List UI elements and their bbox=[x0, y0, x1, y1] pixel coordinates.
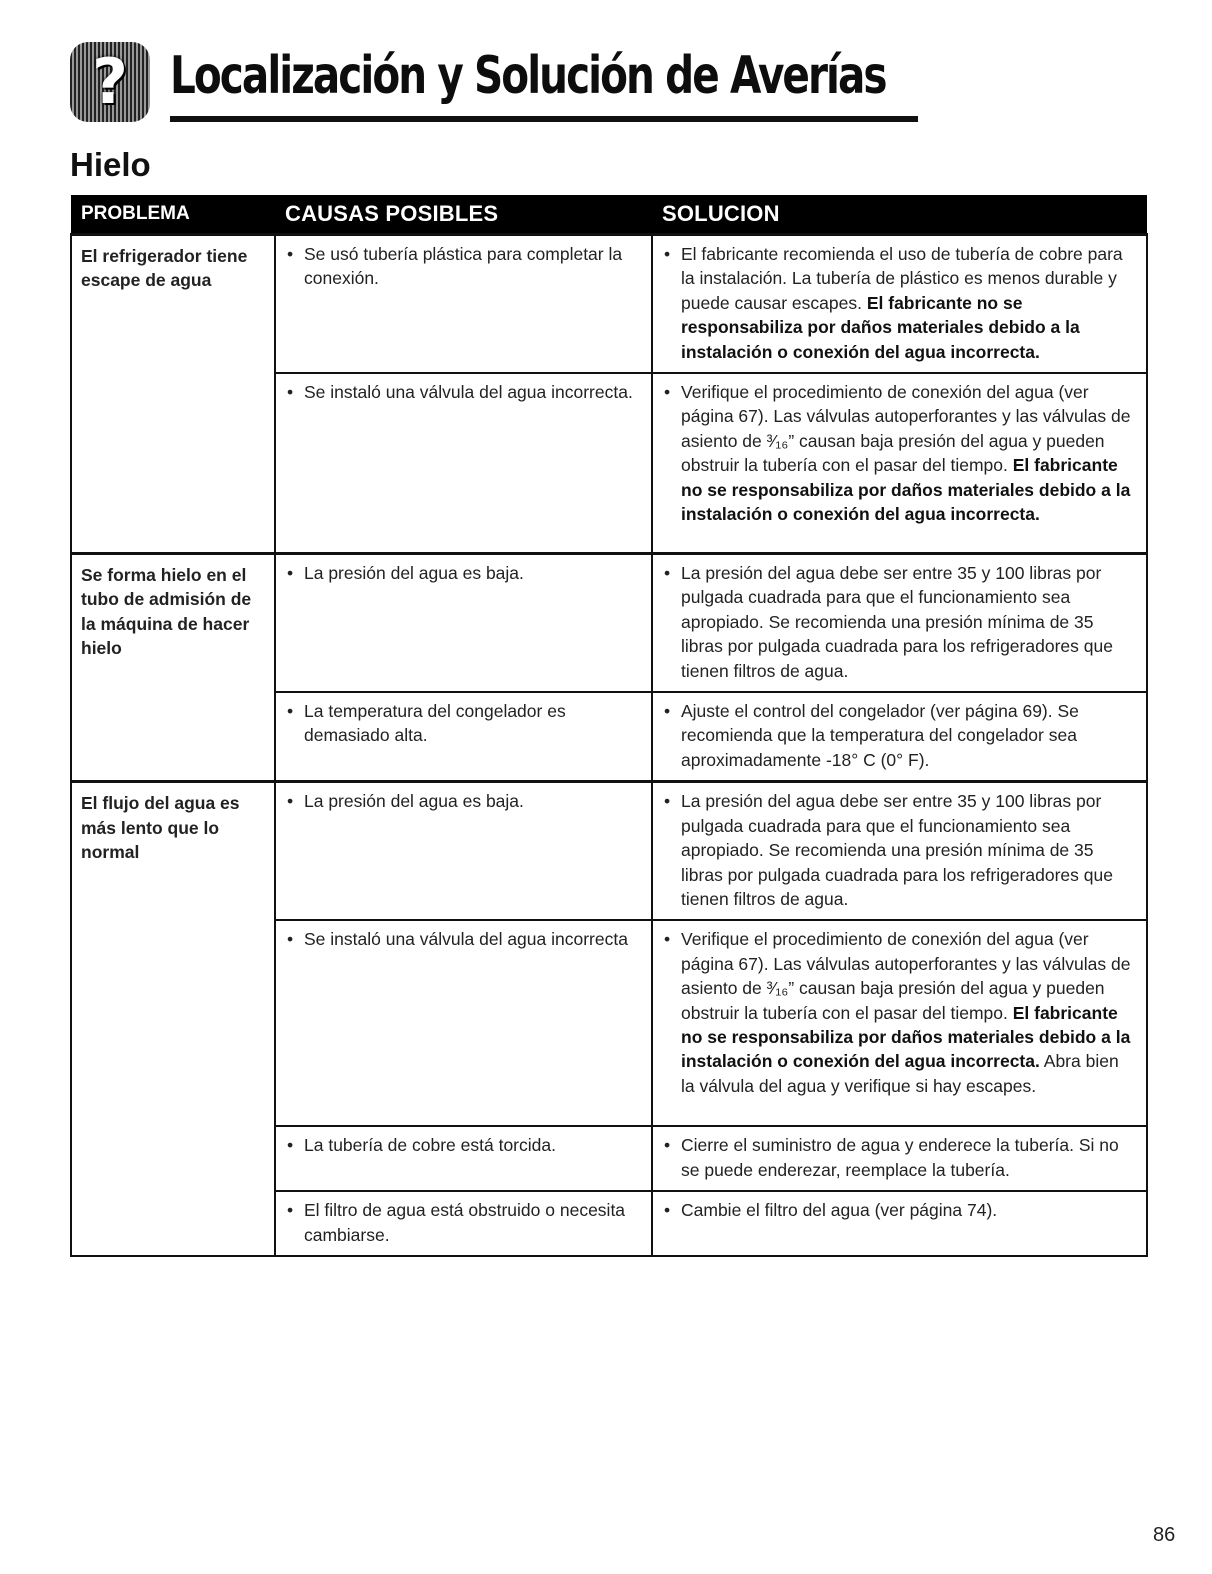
cause-cell bbox=[275, 554, 652, 693]
solution-text: Cambie el filtro del agua (ver página 74). bbox=[681, 1200, 998, 1221]
bullet: • bbox=[287, 1135, 294, 1156]
solution-cell bbox=[652, 692, 1147, 782]
cause-text: Se instaló una válvula del agua incorrecta bbox=[304, 929, 628, 950]
bullet: • bbox=[287, 701, 294, 722]
bullet: • bbox=[664, 1200, 671, 1221]
bullet: • bbox=[287, 563, 294, 584]
header-problema: PROBLEMA bbox=[71, 195, 275, 235]
table-header-row bbox=[71, 195, 1147, 235]
cause-text: La tubería de cobre está torcida. bbox=[304, 1135, 556, 1156]
table-row bbox=[71, 235, 1147, 374]
solution-cell bbox=[652, 1126, 1147, 1191]
bullet: • bbox=[664, 382, 671, 403]
table-row bbox=[71, 554, 1147, 693]
cause-cell bbox=[275, 235, 652, 374]
bullet: • bbox=[664, 701, 671, 722]
solution-bold-text: El fabricante no se responsabiliza por daños materiales debido a la instalación o conexión del agua incorrecta. bbox=[681, 455, 1131, 525]
problem-cell: El flujo del agua es más lento que lo normal bbox=[71, 782, 275, 1256]
cause-text: Se usó tubería plástica para completar la conexión. bbox=[304, 244, 623, 289]
solution-text: Cierre el suministro de agua y enderece la tubería. Si no se puede enderezar, reemplace la tubería. bbox=[681, 1135, 1119, 1180]
solution-text: La presión del agua debe ser entre 35 y 100 libras por pulgada cuadrada para que el funcionamiento sea apropiado. Se recomienda una presión mínima de 35 libras por pulgada cuadrada para los refrigeradores que tienen filtros de agua. bbox=[681, 563, 1113, 681]
solution-text: Verifique el procedimiento de conexión del agua (ver página 67). Las válvulas autoperforantes y las válvulas de asiento de ³⁄₁₆” causan baja presión del agua y pueden obstruir la tubería con el pasar del tiempo. bbox=[681, 929, 1131, 1023]
bullet: • bbox=[664, 791, 671, 812]
solution-cell bbox=[652, 235, 1147, 374]
solution-text: La presión del agua debe ser entre 35 y 100 libras por pulgada cuadrada para que el funcionamiento sea apropiado. Se recomienda una presión mínima de 35 libras por pulgada cuadrada para los refrigeradores que tienen filtros de agua. bbox=[681, 791, 1113, 909]
cause-text: La presión del agua es baja. bbox=[304, 563, 524, 584]
solution-text: Verifique el procedimiento de conexión del agua (ver página 67). Las válvulas autoperforantes y las válvulas de asiento de ³⁄₁₆” causan baja presión del agua y pueden obstruir la tubería con el pasar del tiempo. bbox=[681, 382, 1131, 476]
question-mark-glyph: ? bbox=[92, 45, 128, 118]
header-solucion: SOLUCION bbox=[652, 195, 1147, 235]
table-row bbox=[71, 782, 1147, 921]
bullet: • bbox=[287, 382, 294, 403]
solution-cell bbox=[652, 554, 1147, 693]
solution-cell bbox=[652, 1191, 1147, 1256]
cause-cell bbox=[275, 782, 652, 921]
bullet: • bbox=[664, 244, 671, 264]
solution-text: Ajuste el control del congelador (ver página 69). Se recomienda que la temperatura del congelador sea aproximadamente -18° C (0° F). bbox=[681, 701, 1079, 770]
solution-text: El fabricante recomienda el uso de tubería de cobre para la instalación. La tubería de plástico es menos durable y puede causar escapes. bbox=[681, 244, 1123, 313]
cause-cell bbox=[275, 1126, 652, 1191]
problem-cell: El refrigerador tiene escape de agua bbox=[71, 235, 275, 554]
section-title: Hielo bbox=[70, 146, 151, 183]
bullet: • bbox=[287, 791, 294, 812]
solution-bold-text: El fabricante no se responsabiliza por daños materiales debido a la instalación o conexión del agua incorrecta. bbox=[681, 1002, 1131, 1072]
bullet: • bbox=[287, 244, 294, 264]
troubleshooting-table bbox=[70, 195, 1148, 1257]
cause-text: El filtro de agua está obstruido o necesita cambiarse. bbox=[304, 1200, 626, 1245]
page-title: Localización y Solución de Averías bbox=[170, 46, 886, 106]
cause-cell bbox=[275, 1191, 652, 1256]
problem-cell: Se forma hielo en el tubo de admisión de la máquina de hacer hielo bbox=[71, 554, 275, 782]
solution-bold-text: El fabricante no se responsabiliza por daños materiales debido a la instalación o conexión del agua incorrecta. bbox=[681, 292, 1080, 362]
solution-cell bbox=[652, 782, 1147, 921]
title-underline bbox=[170, 116, 918, 122]
cause-cell bbox=[275, 692, 652, 782]
page-header bbox=[70, 42, 950, 132]
header-causas-posibles: CAUSAS POSIBLES bbox=[275, 195, 652, 235]
solution-after-text: Abra bien la válvula del agua y verifique si hay escapes. bbox=[681, 1051, 1119, 1096]
bullet: • bbox=[664, 1135, 671, 1156]
bullet: • bbox=[664, 563, 671, 584]
page-number: 86 bbox=[1153, 1524, 1176, 1546]
cause-cell bbox=[275, 373, 652, 554]
solution-cell bbox=[652, 920, 1147, 1126]
solution-cell bbox=[652, 373, 1147, 554]
cause-text: La presión del agua es baja. bbox=[304, 791, 524, 812]
cause-text: La temperatura del congelador es demasiado alta. bbox=[304, 701, 566, 746]
question-mark-icon bbox=[70, 42, 150, 122]
bullet: • bbox=[664, 929, 671, 950]
cause-cell bbox=[275, 920, 652, 1126]
cause-text: Se instaló una válvula del agua incorrecta. bbox=[304, 382, 633, 403]
bullet: • bbox=[287, 929, 294, 950]
bullet: • bbox=[287, 1200, 294, 1221]
